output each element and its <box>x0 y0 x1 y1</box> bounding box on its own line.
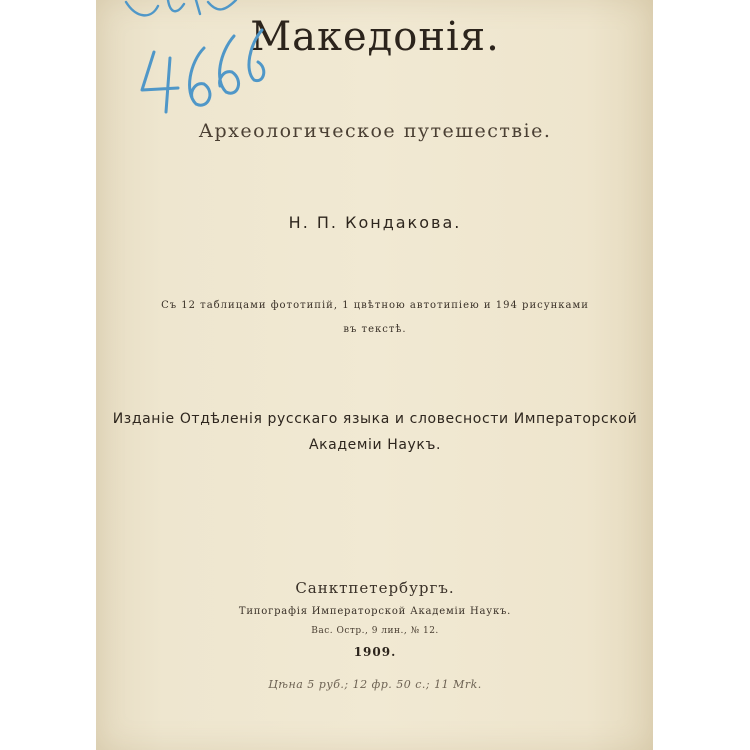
plates-note-line-1: Съ 12 таблицами фототипій, 1 цвѣтною автотипіею и 194 рисунками <box>161 300 589 311</box>
publisher-line-1: Изданіе Отдѣленія русскаго языка и словесности Императорской <box>112 411 638 427</box>
publisher-line-2: Академіи Наукъ. <box>308 437 442 453</box>
imprint-address: Вас. Остр., 9 лин., № 12. <box>311 626 439 636</box>
imprint-printer: Типографія Императорской Академіи Наукъ. <box>238 606 512 617</box>
book-subtitle: Археологическое путешествіе. <box>198 120 552 142</box>
price-line: Цѣна 5 руб.; 12 фр. 50 с.; 11 Mrk. <box>268 678 482 691</box>
plates-note-line-2: въ текстѣ. <box>343 324 407 335</box>
book-title: Македонія. <box>250 14 500 60</box>
handwritten-catalog-number <box>96 0 266 130</box>
imprint-year: 1909. <box>353 645 397 659</box>
imprint-city: Санктпетербургъ. <box>295 579 455 597</box>
book-author: Н. П. Кондакова. <box>288 213 462 232</box>
